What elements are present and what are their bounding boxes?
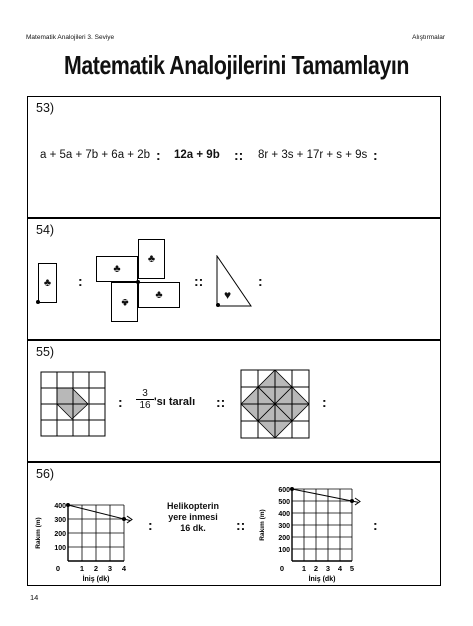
separator-double-colon: :: <box>234 147 244 163</box>
y-tick-label: 400 <box>278 511 290 518</box>
x-tick-label: 4 <box>337 564 343 573</box>
separator-colon: : <box>118 394 123 410</box>
data-point <box>66 503 70 507</box>
x-tick-label: 1 <box>301 564 307 573</box>
separator-colon: : <box>373 147 378 163</box>
descent-line <box>292 489 358 502</box>
separator-colon: : <box>148 517 153 533</box>
x-tick-label: 0 <box>279 564 285 573</box>
y-tick-label: 100 <box>278 547 290 554</box>
problem-56-box <box>27 462 441 586</box>
card-top <box>138 239 165 279</box>
y-axis-label: Rakım (m) <box>259 509 266 541</box>
descent-line <box>68 505 130 521</box>
y-tick-label: 300 <box>54 517 66 524</box>
expression-3: 8r + 3s + 17r + s + 9s <box>258 149 368 161</box>
header-section-label: Alıştırmalar <box>412 34 445 41</box>
separator-double-colon: :: <box>194 273 204 289</box>
heart-icon: ♥ <box>224 288 232 302</box>
expression-1: a + 5a + 7b + 6a + 2b <box>40 149 150 161</box>
page-number: 14 <box>30 593 39 602</box>
x-tick-label: 2 <box>313 564 319 573</box>
single-card <box>38 263 57 303</box>
problem-54-box <box>27 218 441 340</box>
problem-55-box <box>27 340 441 462</box>
x-tick-label: 4 <box>121 564 127 573</box>
x-axis-label: İniş (dk) <box>308 576 336 583</box>
x-tick-label: 3 <box>107 564 113 573</box>
helicopter-text-line1: Helikopterin <box>166 501 219 511</box>
card-right <box>138 282 180 308</box>
x-tick-label: 1 <box>79 564 85 573</box>
y-tick-label: 500 <box>278 499 290 506</box>
y-tick-label: 400 <box>54 503 66 510</box>
separator-colon: : <box>258 273 263 289</box>
grid-1 <box>40 371 106 437</box>
separator-colon: : <box>78 273 83 289</box>
page-title: Matematik Analojilerini Tamamlayın <box>63 50 410 80</box>
problem-53-box <box>27 96 441 218</box>
data-point <box>350 499 354 503</box>
data-point <box>122 517 126 521</box>
separator-double-colon: :: <box>216 394 226 410</box>
header-series-label: Matematik Analojileri 3. Seviye <box>26 34 115 41</box>
helicopter-text <box>158 501 228 534</box>
club-icon: ♣ <box>147 253 156 265</box>
fraction <box>136 388 154 411</box>
club-icon: ♣ <box>155 289 163 301</box>
x-tick-label: 0 <box>55 564 61 573</box>
y-tick-label: 600 <box>278 487 290 494</box>
y-tick-label: 200 <box>54 531 66 538</box>
problem-number: 53) <box>36 101 55 115</box>
x-tick-label: 3 <box>325 564 331 573</box>
grid-2 <box>240 369 310 439</box>
data-point <box>290 487 294 491</box>
helicopter-text-line2: yere inmesi <box>168 512 218 522</box>
y-axis-label: Rakım (m) <box>35 517 42 549</box>
helicopter-text-line3: 16 dk. <box>180 523 206 533</box>
card-left <box>96 256 138 282</box>
card-bottom <box>111 282 138 322</box>
x-axis-label: İniş (dk) <box>82 576 110 583</box>
separator-colon: : <box>156 147 161 163</box>
fraction-denominator: 16 <box>136 399 154 411</box>
problem-number: 54) <box>36 223 55 237</box>
separator-double-colon: :: <box>236 517 246 533</box>
y-tick-label: 100 <box>54 545 66 552</box>
pivot-dot <box>136 280 140 284</box>
y-tick-label: 200 <box>278 535 290 542</box>
problem-number: 56) <box>36 467 55 481</box>
club-icon: ♣ <box>113 263 121 275</box>
x-tick-label: 5 <box>349 564 355 573</box>
problem-number: 55) <box>36 345 55 359</box>
club-icon: ♣ <box>43 277 52 289</box>
expression-2: 12a + 9b <box>174 149 220 161</box>
chart-left <box>32 479 144 583</box>
club-icon: ♣ <box>120 296 129 308</box>
x-tick-label: 2 <box>93 564 99 573</box>
shaded-label: 'sı taralı <box>154 396 196 408</box>
separator-colon: : <box>322 394 327 410</box>
triangle-card <box>216 255 252 307</box>
fraction-numerator: 3 <box>142 388 148 399</box>
y-tick-label: 300 <box>278 523 290 530</box>
pivot-dot <box>36 300 40 304</box>
chart-right <box>256 479 374 583</box>
separator-colon: : <box>373 517 378 533</box>
